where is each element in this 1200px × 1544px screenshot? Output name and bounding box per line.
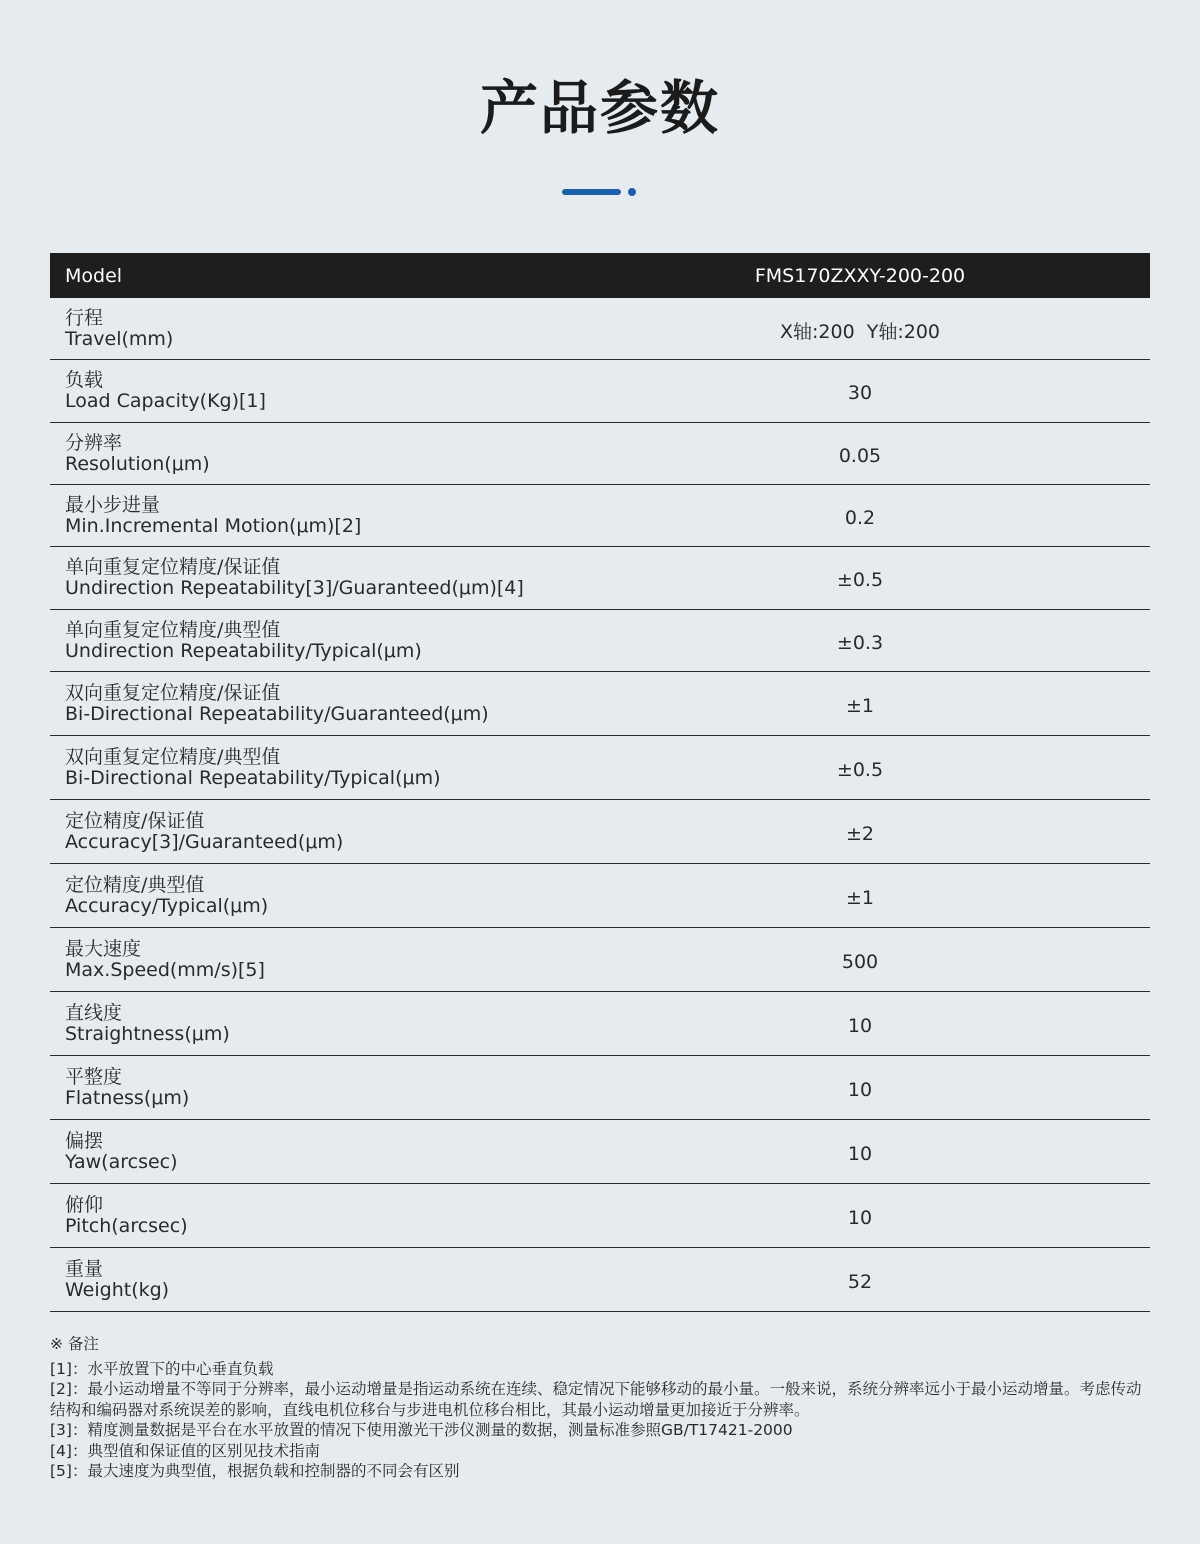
row-label-cn: 负载 (65, 369, 104, 391)
row-label (50, 1195, 650, 1237)
row-value: ±1 (845, 694, 874, 717)
row-label-en: Weight(kg) (65, 1278, 170, 1301)
spec-row-pitch (50, 1184, 1150, 1248)
row-value: ±2 (845, 822, 874, 845)
row-value: 52 (847, 1270, 873, 1293)
note-item: [1]：水平放置下的中心垂直负载 (50, 1359, 274, 1378)
row-label (50, 1259, 650, 1301)
note-item: [5]：最大速度为典型值，根据负载和控制器的不同会有区别 (50, 1462, 460, 1480)
underline-dot (628, 188, 636, 196)
row-label-en: Flatness(μm) (65, 1086, 190, 1109)
row-label-cn: 最小步进量 (65, 493, 161, 516)
row-label-en: Min.Incremental Motion(μm)[2] (65, 514, 362, 537)
row-label-en: Undirection Repeatability/Typical(μm) (65, 639, 422, 662)
row-label-cn: 最大速度 (65, 937, 142, 960)
row-label (50, 495, 650, 537)
row-value: 10 (847, 1142, 873, 1165)
row-label-en: Pitch(arcsec) (65, 1214, 188, 1237)
spec-row-min-incremental-motion (50, 485, 1150, 547)
row-label (50, 875, 650, 917)
row-label (50, 1003, 650, 1045)
row-label-cn: 定位精度/保证值 (65, 809, 205, 832)
header-model-value: FMS170ZXXY-200-200 (754, 264, 966, 287)
spec-row-flatness (50, 1056, 1150, 1120)
spec-row-straightness (50, 992, 1150, 1056)
row-label (50, 939, 650, 981)
row-label-en: Bi-Directional Repeatability/Guaranteed(μm) (65, 702, 489, 725)
underline-bar (562, 189, 621, 195)
row-value: 0.05 (838, 444, 882, 467)
row-label (50, 433, 650, 475)
row-label-en: Load Capacity(Kg)[1] (65, 390, 266, 412)
spec-row-undirection-repeatability-typical (50, 610, 1150, 672)
spec-row-travel (50, 298, 1150, 360)
row-value: 0.2 (844, 506, 876, 529)
row-label-en: Yaw(arcsec) (65, 1150, 178, 1173)
note-item: [4]：典型值和保证值的区别见技术指南 (50, 1441, 320, 1460)
row-label-en: Accuracy[3]/Guaranteed(μm) (65, 830, 344, 853)
row-value: ±0.5 (836, 758, 884, 781)
row-label-cn: 定位精度/典型值 (65, 873, 205, 896)
row-label (50, 683, 650, 725)
row-label-en: Undirection Repeatability[3]/Guaranteed(μm)[4] (65, 577, 524, 599)
row-value: 10 (847, 1014, 873, 1037)
spec-row-accuracy-guaranteed (50, 800, 1150, 864)
note-item: [2]：最小运动增量不等同于分辨率，最小运动增量是指运动系统在连续、稳定情况下能够移动的最小量。一般来说，系统分辨率远小于最小运动增量。考虑传动结构和编码器对系统误差的影响，直线电机位移台与步进电机位移台相比，其最小运动增量更加接近于分辨率。 (50, 1380, 1142, 1419)
spec-table (50, 253, 1150, 1312)
row-label (50, 811, 650, 853)
title-underline-decoration (562, 187, 642, 197)
row-label-cn: 偏摆 (65, 1129, 104, 1152)
row-label-cn: 俯仰 (65, 1193, 104, 1216)
row-label-en: Max.Speed(mm/s)[5] (65, 958, 265, 981)
spec-row-resolution (50, 423, 1150, 485)
row-value: 10 (847, 1078, 873, 1101)
row-label (50, 557, 650, 599)
row-label (50, 620, 650, 662)
row-label (50, 1067, 650, 1109)
row-label-cn: 分辨率 (65, 431, 123, 454)
row-label (50, 747, 650, 789)
page-title: 产品参数 (479, 74, 720, 142)
row-label-en: Bi-Directional Repeatability/Typical(μm) (65, 766, 441, 789)
row-label-cn: 单向重复定位精度/典型值 (65, 618, 281, 641)
spec-row-load-capacity (50, 360, 1150, 423)
row-label-cn: 行程 (65, 306, 104, 329)
row-label (50, 370, 650, 412)
row-label (50, 308, 650, 350)
note-item: [3]：精度测量数据是平台在水平放置的情况下使用激光干涉仪测量的数据，测量标准参照GB/T17421-2000 (50, 1421, 793, 1439)
row-label-cn: 单向重复定位精度/保证值 (65, 556, 281, 578)
spec-row-bidirectional-repeatability-typical (50, 736, 1150, 800)
spec-row-accuracy-typical (50, 864, 1150, 928)
row-value: 30 (847, 382, 873, 404)
row-value: X轴:200 Y轴:200 (779, 321, 941, 343)
row-value: 10 (847, 1206, 873, 1229)
row-label-cn: 双向重复定位精度/典型值 (65, 745, 281, 768)
spec-row-yaw (50, 1120, 1150, 1184)
notes-title: ※ 备注 (50, 1335, 99, 1353)
row-label (50, 1131, 650, 1173)
row-label-en: Resolution(μm) (65, 452, 210, 475)
spec-row-weight (50, 1248, 1150, 1312)
row-value: 500 (841, 950, 879, 973)
row-value: ±0.3 (836, 631, 884, 654)
notes-section (50, 1334, 1150, 1482)
table-header (50, 253, 1150, 298)
spec-row-max-speed (50, 928, 1150, 992)
spec-row-undirection-repeatability-guaranteed (50, 547, 1150, 610)
row-label-en: Straightness(μm) (65, 1022, 230, 1045)
row-label-en: Travel(mm) (65, 327, 174, 350)
spec-row-bidirectional-repeatability-guaranteed (50, 672, 1150, 736)
row-label-cn: 平整度 (65, 1065, 123, 1088)
row-label-cn: 重量 (65, 1257, 104, 1280)
header-label: Model (65, 264, 123, 287)
row-label-en: Accuracy/Typical(μm) (65, 894, 269, 917)
row-label-cn: 直线度 (65, 1001, 123, 1024)
row-value: ±1 (845, 886, 874, 909)
row-value: ±0.5 (836, 569, 884, 591)
row-label-cn: 双向重复定位精度/保证值 (65, 681, 281, 704)
